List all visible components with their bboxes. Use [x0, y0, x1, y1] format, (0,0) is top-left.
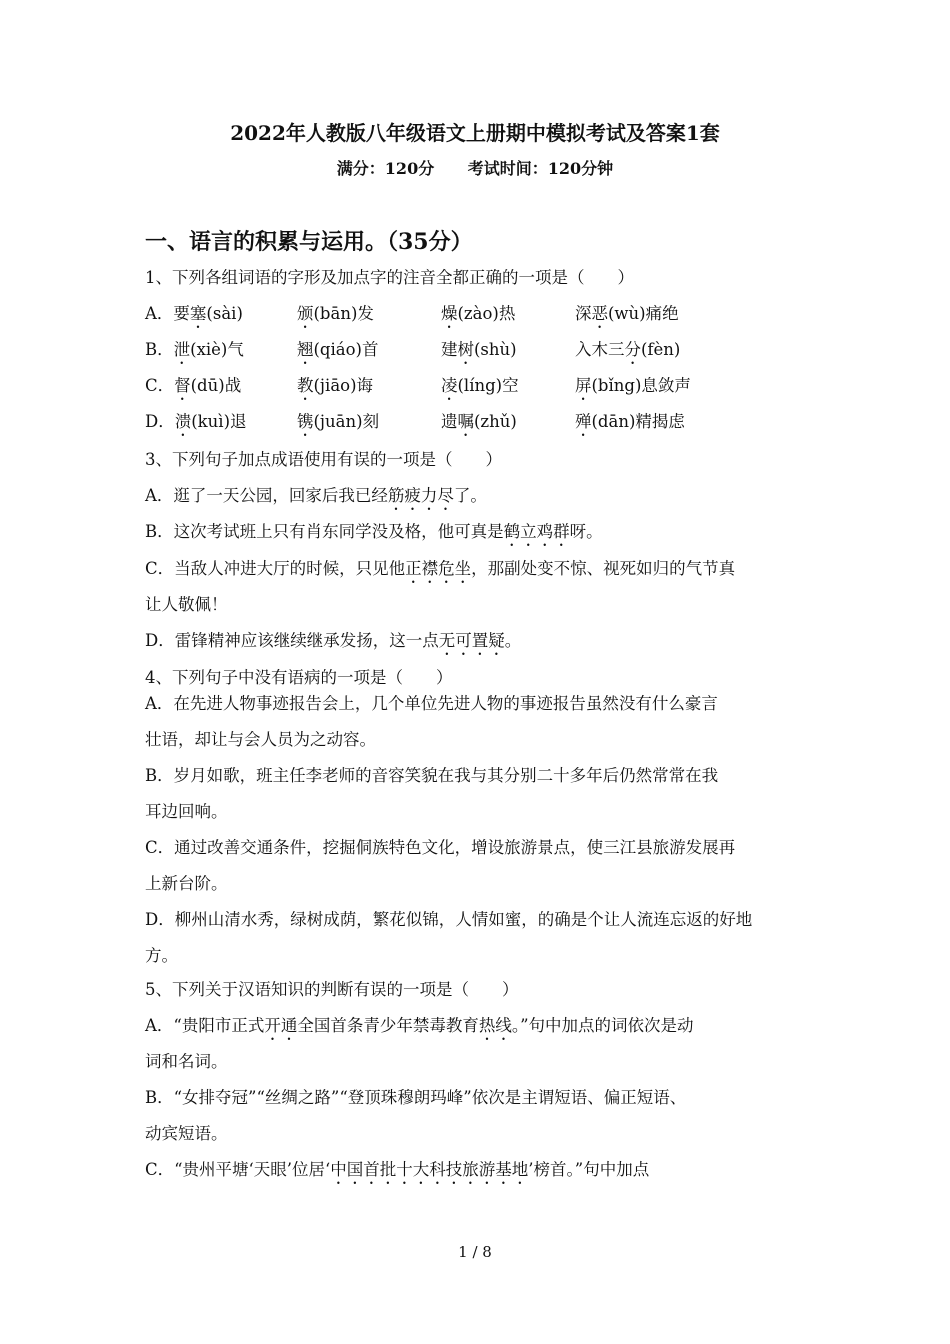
total-score: 满分：120分 — [336, 159, 435, 178]
page-title: 2022年人教版八年级语文上册期中模拟考试及答案1套 — [230, 121, 720, 145]
exam-time: 考试时间：120分钟 — [467, 159, 614, 178]
question-4-option-c: C．通过改善交通条件，挖掘侗族特色文化，增设旅游景点，使三江县旅游发展再 — [145, 838, 736, 857]
question-3-option-a: A．逛了一天公园，回家后我已经筋疲力尽了。 — [145, 486, 487, 505]
question-5-option-a: A．“贵阳市正式开通全国首条青少年禁毒教育热线。”句中加点的词依次是动 — [145, 1016, 694, 1035]
section-heading: 一、语言的积累与运用。（35分） — [145, 229, 473, 255]
question-3-option-c-cont: 让人敬佩！ — [145, 595, 228, 614]
page-number: 1 / 8 — [458, 1243, 492, 1261]
question-4-option-a-cont: 壮语，却让与会人员为之动容。 — [145, 730, 376, 749]
question-3-stem: 3、下列句子加点成语使用有误的一项是（ ） — [145, 450, 502, 469]
question-5-option-a-cont: 词和名词。 — [145, 1052, 228, 1071]
question-4-option-d-cont: 方。 — [145, 946, 178, 965]
question-3-option-d: D．雷锋精神应该继续继承发扬，这一点无可置疑。 — [145, 631, 522, 650]
question-1-stem: 1、下列各组词语的字形及加点字的注音全都正确的一项是（ ） — [145, 268, 634, 287]
question-3-option-b: B．这次考试班上只有肖东同学没及格，他可真是鹤立鸡群呀。 — [145, 522, 603, 541]
question-5-option-c: C．“贵州平塘‘天眼’位居‘中国首批十大科技旅游基地’榜首。”句中加点 — [145, 1160, 650, 1179]
question-4-option-a: A．在先进人物事迹报告会上，几个单位先进人物的事迹报告虽然没有什么豪言 — [145, 694, 718, 713]
question-4-option-b: B．岁月如歌，班主任李老师的音容笑貌在我与其分别二十多年后仍然常常在我 — [145, 766, 719, 785]
question-4-option-b-cont: 耳边回响。 — [145, 802, 228, 821]
exam-info — [0, 156, 950, 182]
question-3-option-c: C．当敌人冲进大厅的时候，只见他正襟危坐，那副处变不惊、视死如归的气节真 — [145, 559, 736, 578]
question-5-option-b: B．“女排夺冠”“丝绸之路”“登顶珠穆朗玛峰”依次是主谓短语、偏正短语、 — [145, 1088, 687, 1107]
question-5-stem: 5、下列关于汉语知识的判断有误的一项是（ ） — [145, 980, 519, 999]
question-4-option-d: D．柳州山清水秀，绿树成荫，繁花似锦，人情如蜜，的确是个让人流连忘返的好地 — [145, 910, 753, 929]
question-5-option-b-cont: 动宾短语。 — [145, 1124, 228, 1143]
question-4-option-c-cont: 上新台阶。 — [145, 874, 228, 893]
question-4-stem: 4、下列句子中没有语病的一项是（ ） — [145, 668, 453, 687]
